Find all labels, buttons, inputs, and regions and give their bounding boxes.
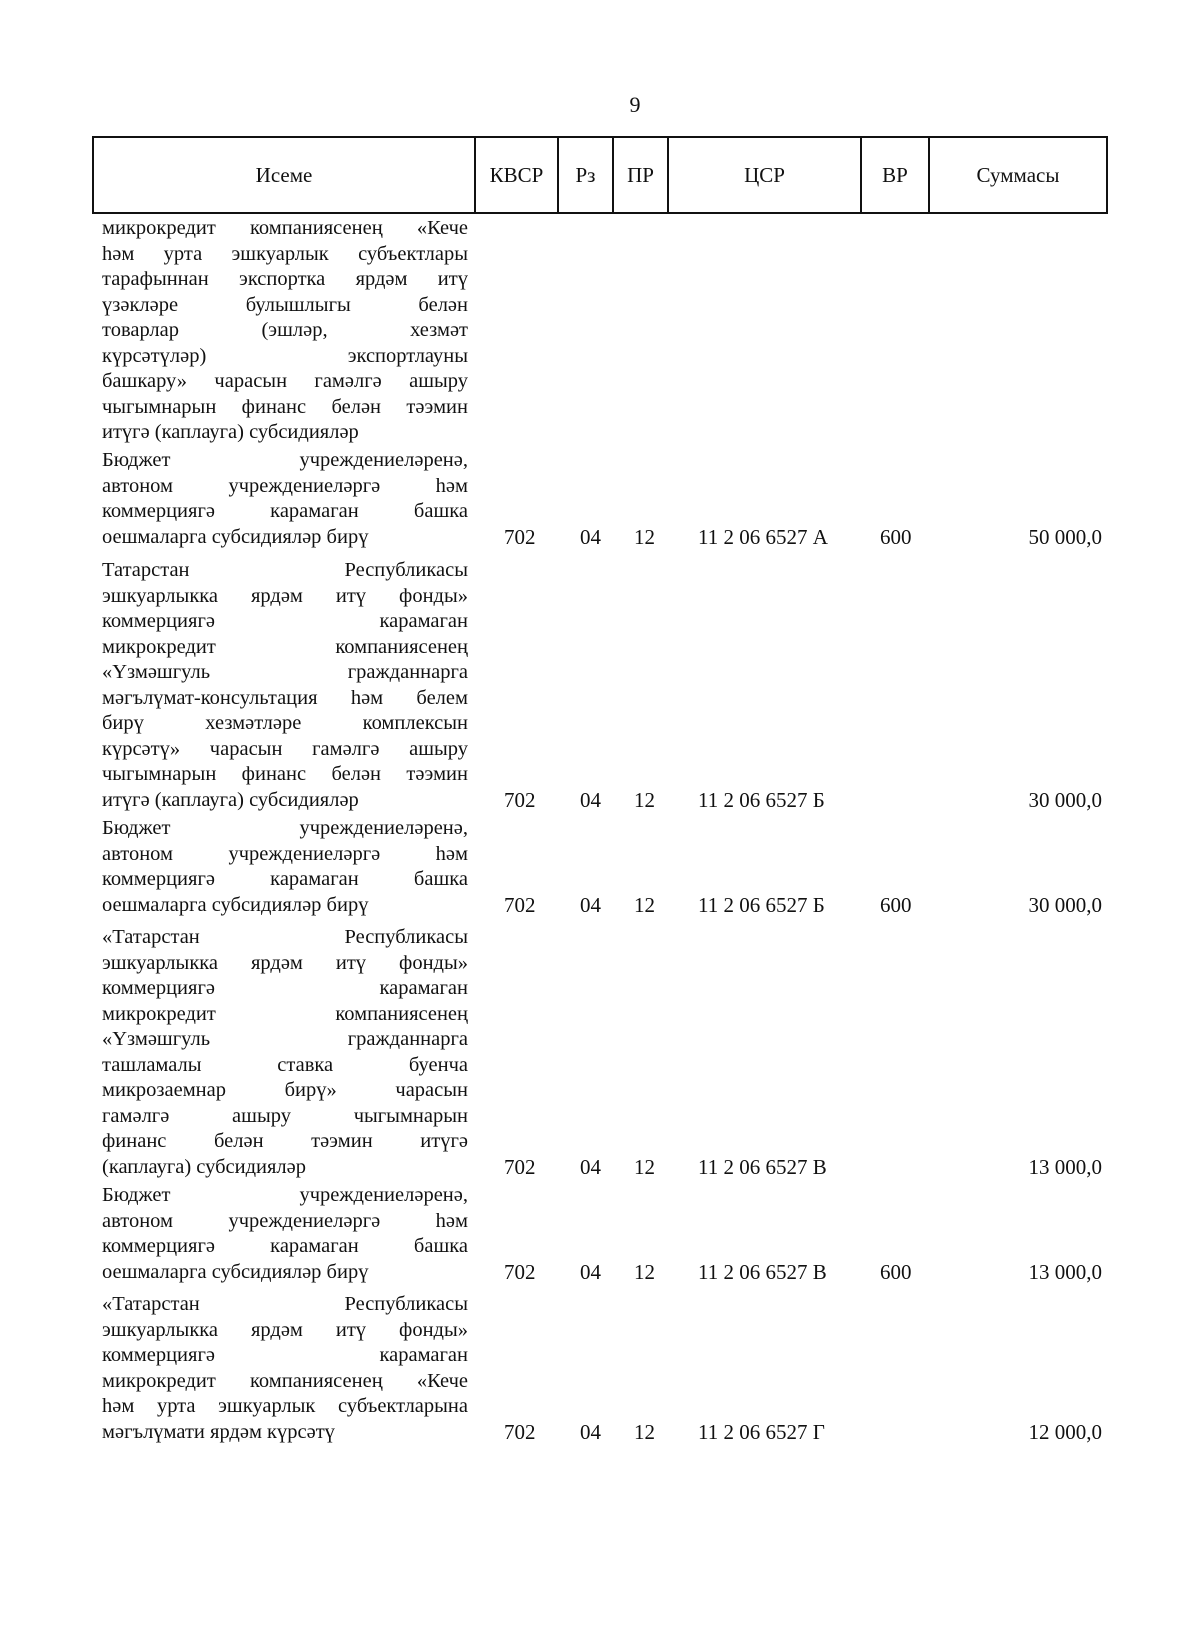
row-pr: 12: [634, 1259, 655, 1284]
row-name-line: гамәлгә ашыру чыгымнарын: [102, 1104, 468, 1127]
row-name: [102, 448, 468, 550]
row-name-line: «Үзмәшгуль гражданнарга: [102, 661, 468, 683]
row-pr: 12: [634, 787, 655, 812]
row-pr: 12: [634, 524, 655, 549]
row-kvsr: 702: [504, 1259, 536, 1284]
header-sum: Суммасы: [976, 162, 1060, 187]
row-kvsr: 702: [504, 787, 536, 812]
row-kvsr: 702: [504, 524, 536, 549]
header-csr: ЦСР: [669, 138, 862, 212]
row-name-line: күрсәтүләр) экспортлауны: [102, 344, 468, 367]
row-name-line: бирү хезмәтләре комплексын: [102, 712, 468, 734]
row-sum: 30 000,0: [1028, 787, 1102, 812]
row-name-line: товарлар (эшләр, хезмәт: [102, 319, 468, 341]
row-name-line: мәгълүмат-консультация һәм белем: [102, 686, 468, 709]
row-kvsr: 702: [504, 1419, 536, 1444]
row-kvsr: 702: [504, 892, 536, 917]
row-name-line: микрокредит компаниясенең «Кече: [102, 217, 468, 239]
row-name-line: автоном учреждениеләргә һәм: [102, 474, 468, 497]
row-name-line: һәм урта эшкуарлык субъектлары: [102, 242, 468, 265]
page-number: 9: [629, 92, 641, 117]
row-name-line: һәм урта эшкуарлык субъектларына: [102, 1395, 468, 1417]
header-name: Исеме: [94, 138, 476, 212]
row-csr: 11 2 06 6527 А: [698, 524, 828, 549]
row-name-line: коммерциягә карамаган башка: [102, 1235, 468, 1257]
row-name-line: үзәкләре булышлыгы белән: [102, 293, 468, 316]
row-name-line: микрокредит компаниясенең: [102, 1002, 468, 1025]
row-name-line: эшкуарлыкка ярдәм итү фонды»: [102, 951, 468, 974]
table-header: [92, 136, 1108, 214]
row-csr: 11 2 06 6527 Б: [698, 787, 825, 812]
row-name-line: итүгә (каплауга) субсидияләр: [102, 421, 359, 443]
row-csr: 11 2 06 6527 Б: [698, 892, 825, 917]
row-name-line: (каплауга) субсидияләр: [102, 1155, 306, 1178]
row-name-line: «Үзмәшгуль гражданнарга: [102, 1028, 468, 1050]
row-name-line: коммерциягә карамаган башка: [102, 500, 468, 522]
row-pr: 12: [634, 1154, 655, 1179]
row-vr: 600: [880, 524, 912, 549]
row-name-line: коммерциягә карамаган: [102, 1344, 468, 1366]
row-name-line: итүгә (каплауга) субсидияләр: [102, 788, 359, 811]
header-rz: Рз: [559, 138, 614, 212]
row-csr: 11 2 06 6527 В: [698, 1259, 827, 1284]
row-name-line: чыгымнарын финанс белән тәэмин: [102, 395, 468, 418]
row-name-line: чыгымнарын финанс белән тәэмин: [102, 763, 468, 785]
row-sum: 50 000,0: [1028, 524, 1102, 549]
row-name-line: күрсәтү» чарасын гамәлгә ашыру: [102, 737, 468, 760]
row-pr: 12: [634, 1419, 655, 1444]
row-rz: 04: [580, 892, 601, 917]
row-name-line: Татарстан Республикасы: [102, 559, 468, 581]
row-name-line: эшкуарлыкка ярдәм итү фонды»: [102, 1318, 468, 1341]
row-name-line: микрокредит компаниясенең «Кече: [102, 1369, 468, 1392]
row-name-line: микрокредит компаниясенең: [102, 635, 468, 658]
row-name: [102, 816, 468, 918]
row-name: [102, 216, 468, 446]
row-name: [102, 1292, 468, 1445]
row-name-line: мәгълүмати ярдәм күрсәтү: [102, 1420, 335, 1443]
row-rz: 04: [580, 1259, 601, 1284]
header-kvsr: КВСР: [476, 138, 559, 212]
row-csr: 11 2 06 6527 В: [698, 1154, 827, 1179]
row-name-line: «Татарстан Республикасы: [102, 1293, 468, 1315]
row-pr: 12: [634, 892, 655, 917]
row-name-line: эшкуарлыкка ярдәм итү фонды»: [102, 584, 468, 607]
row-kvsr: 702: [504, 1154, 536, 1179]
row-name-line: ташламалы ставка буенча: [102, 1053, 468, 1076]
row-name-line: финанс белән тәэмин итүгә: [102, 1130, 468, 1152]
row-rz: 04: [580, 1154, 601, 1179]
header-vr: ВР: [862, 138, 930, 212]
row-name-line: Бюджет учреждениеләренә,: [102, 449, 468, 471]
row-name-line: автоном учреждениеләргә һәм: [102, 1209, 468, 1232]
row-name: [102, 925, 468, 1180]
row-sum: 30 000,0: [1028, 892, 1102, 917]
row-vr: 600: [880, 1259, 912, 1284]
row-vr: 600: [880, 892, 912, 917]
row-name-line: коммерциягә карамаган башка: [102, 868, 468, 890]
row-name-line: оешмаларга субсидияләр бирү: [102, 893, 369, 916]
header-pr: ПР: [614, 138, 669, 212]
row-name-line: Бюджет учреждениеләренә,: [102, 817, 468, 839]
row-sum: 12 000,0: [1028, 1419, 1102, 1444]
row-name-line: микрозаемнар бирү» чарасын: [102, 1079, 468, 1101]
row-csr: 11 2 06 6527 Г: [698, 1419, 825, 1444]
row-name: [102, 558, 468, 813]
row-name-line: «Татарстан Республикасы: [102, 926, 468, 948]
row-name-line: тарафыннан экспортка ярдәм итү: [102, 268, 468, 290]
row-rz: 04: [580, 524, 601, 549]
row-rz: 04: [580, 787, 601, 812]
row-name-line: башкару» чарасын гамәлгә ашыру: [102, 370, 468, 392]
row-name: [102, 1183, 468, 1285]
row-name-line: коммерциягә карамаган: [102, 977, 468, 999]
row-name-line: автоном учреждениеләргә һәм: [102, 842, 468, 865]
row-name-line: оешмаларга субсидияләр бирү: [102, 525, 369, 548]
row-rz: 04: [580, 1419, 601, 1444]
row-name-line: коммерциягә карамаган: [102, 610, 468, 632]
row-name-line: оешмаларга субсидияләр бирү: [102, 1260, 369, 1283]
row-sum: 13 000,0: [1028, 1154, 1102, 1179]
row-name-line: Бюджет учреждениеләренә,: [102, 1184, 468, 1206]
row-sum: 13 000,0: [1028, 1259, 1102, 1284]
